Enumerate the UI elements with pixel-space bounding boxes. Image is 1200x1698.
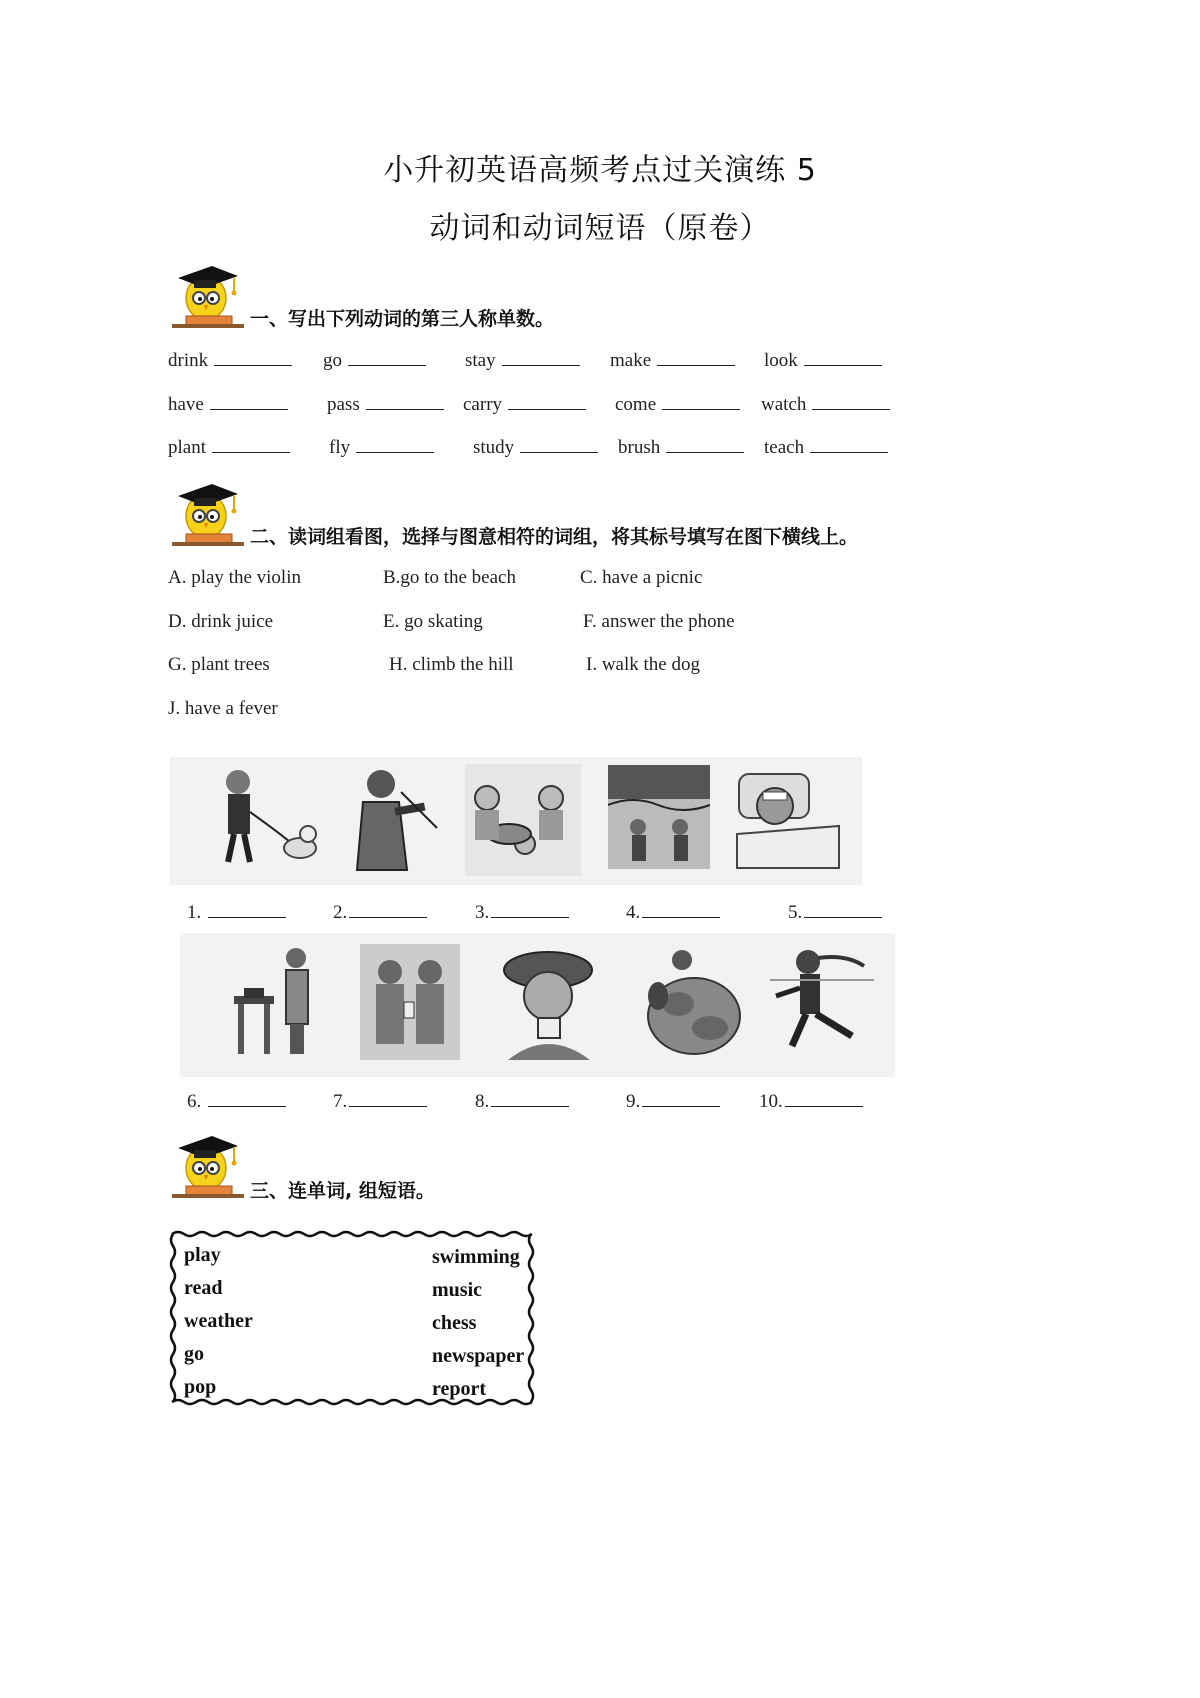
- match-left-word[interactable]: play: [184, 1244, 221, 1266]
- verb-make: make: [610, 350, 735, 372]
- section1-heading: 一、写出下列动词的第三人称单数。: [250, 308, 555, 330]
- verb-brush: brush: [618, 437, 744, 459]
- verb-go: go: [323, 350, 426, 372]
- verb-fly: fly: [329, 437, 434, 459]
- answer-blank[interactable]: [210, 408, 288, 410]
- section3-heading: 三、连单词, 组短语。: [250, 1180, 435, 1202]
- answer-blank[interactable]: [491, 916, 569, 918]
- picture-walk-dog: [208, 762, 328, 880]
- answer-blank[interactable]: [356, 451, 434, 453]
- option-b: B.go to the beach: [383, 567, 516, 588]
- verb-watch: watch: [761, 394, 890, 416]
- picture-have-fever: [733, 764, 843, 876]
- answer-blank[interactable]: [642, 916, 720, 918]
- answer-blank[interactable]: [662, 408, 740, 410]
- match-right-word[interactable]: swimming: [432, 1246, 520, 1268]
- option-i: I. walk the dog: [586, 654, 700, 675]
- option-g: G. plant trees: [168, 654, 270, 675]
- answer-blank[interactable]: [520, 451, 598, 453]
- answer-blank[interactable]: [208, 1105, 286, 1107]
- picture-go-skating: [770, 944, 874, 1060]
- answer-label-4: 4.: [626, 902, 720, 924]
- answer-blank[interactable]: [804, 916, 882, 918]
- match-right-word[interactable]: chess: [432, 1312, 477, 1334]
- option-d: D. drink juice: [168, 611, 274, 632]
- match-right-word[interactable]: newspaper: [432, 1345, 525, 1367]
- answer-blank[interactable]: [366, 408, 444, 410]
- answer-blank[interactable]: [666, 451, 744, 453]
- match-left-word[interactable]: weather: [184, 1310, 253, 1332]
- answer-blank[interactable]: [785, 1105, 863, 1107]
- match-right-word[interactable]: report: [432, 1378, 487, 1400]
- picture-have-picnic: [465, 764, 581, 876]
- match-right-word[interactable]: music: [432, 1279, 482, 1301]
- verb-pass: pass: [327, 394, 444, 416]
- picture-go-to-beach: [608, 765, 710, 869]
- answer-blank[interactable]: [508, 408, 586, 410]
- picture-plant-trees: [638, 944, 746, 1060]
- verb-plant: plant: [168, 437, 290, 459]
- option-h: H. climb the hill: [389, 654, 514, 675]
- graduate-mascot-icon: [168, 476, 244, 552]
- answer-label-2: 2.: [333, 902, 427, 924]
- answer-label-10: 10.: [759, 1091, 863, 1113]
- answer-blank[interactable]: [502, 364, 580, 366]
- answer-blank[interactable]: [349, 1105, 427, 1107]
- answer-label-9: 9.: [626, 1091, 720, 1113]
- answer-blank[interactable]: [212, 451, 290, 453]
- verb-have: have: [168, 394, 288, 416]
- answer-label-8: 8.: [475, 1091, 569, 1113]
- answer-blank[interactable]: [804, 364, 882, 366]
- answer-blank[interactable]: [642, 1105, 720, 1107]
- answer-label-5: 5.: [788, 902, 882, 924]
- picture-drink-juice: [360, 944, 460, 1060]
- match-left-word[interactable]: pop: [184, 1376, 217, 1398]
- answer-blank[interactable]: [349, 916, 427, 918]
- option-c: C. have a picnic: [580, 567, 703, 588]
- answer-blank[interactable]: [657, 364, 735, 366]
- section2-heading: 二、读词组看图，选择与图意相符的词组，将其标号填写在图下横线上。: [250, 526, 859, 548]
- option-a: A. play the violin: [168, 567, 301, 588]
- page-subtitle: 动词和动词短语（原卷）: [429, 211, 771, 246]
- match-left-word[interactable]: read: [184, 1277, 223, 1299]
- verb-teach: teach: [764, 437, 888, 459]
- answer-label-6: 6.: [187, 1091, 286, 1113]
- answer-label-7: 7.: [333, 1091, 427, 1113]
- graduate-mascot-icon: [168, 1128, 244, 1204]
- answer-blank[interactable]: [810, 451, 888, 453]
- picture-answer-phone: [230, 944, 330, 1060]
- picture-play-violin: [345, 762, 445, 880]
- verb-stay: stay: [465, 350, 580, 372]
- answer-label-3: 3.: [475, 902, 569, 924]
- verb-look: look: [764, 350, 882, 372]
- answer-blank[interactable]: [491, 1105, 569, 1107]
- verb-carry: carry: [463, 394, 586, 416]
- option-f: F. answer the phone: [583, 611, 735, 632]
- graduate-mascot-icon: [168, 258, 244, 334]
- option-e: E. go skating: [383, 611, 483, 632]
- answer-blank[interactable]: [348, 364, 426, 366]
- answer-blank[interactable]: [208, 916, 286, 918]
- answer-blank[interactable]: [812, 408, 890, 410]
- match-left-word[interactable]: go: [184, 1343, 204, 1365]
- answer-label-1: 1.: [187, 902, 286, 924]
- option-j: J. have a fever: [168, 698, 278, 719]
- page-title: 小升初英语高频考点过关演练 5: [383, 153, 817, 188]
- verb-study: study: [473, 437, 598, 459]
- picture-drinking-boy: [498, 944, 598, 1060]
- verb-come: come: [615, 394, 740, 416]
- verb-drink: drink: [168, 350, 292, 372]
- answer-blank[interactable]: [214, 364, 292, 366]
